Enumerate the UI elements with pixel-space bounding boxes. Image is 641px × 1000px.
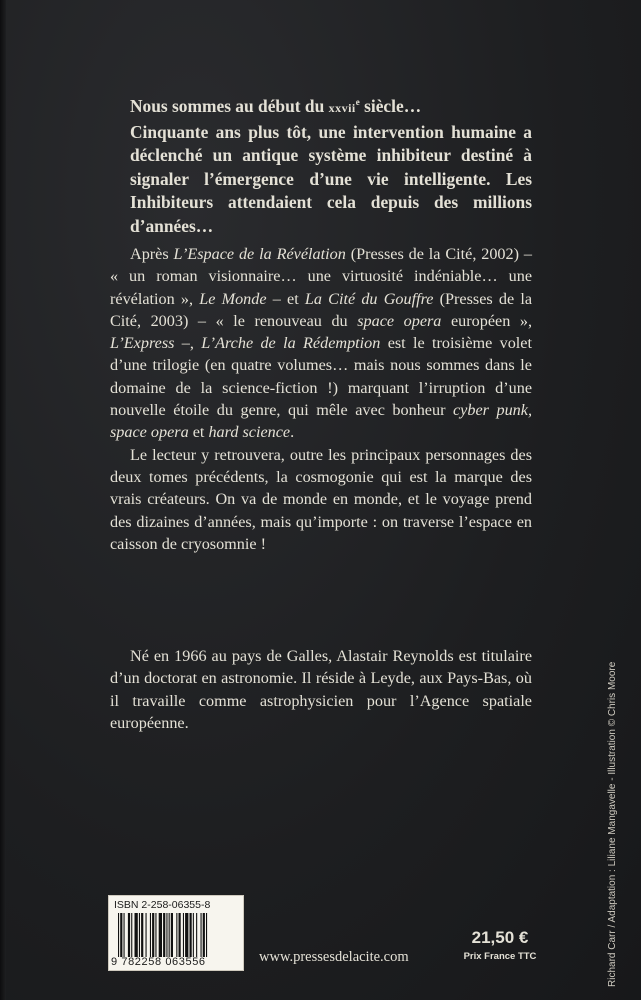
barcode-bar	[201, 913, 202, 957]
barcode-bar	[150, 913, 151, 957]
barcode-bar	[146, 913, 147, 957]
barcode-bar	[169, 913, 170, 957]
barcode-bar	[206, 913, 207, 957]
summary	[110, 243, 532, 555]
century-superscript: e	[355, 97, 360, 108]
barcode-bar	[131, 913, 132, 957]
barcode-bar	[135, 913, 138, 957]
barcode-bar	[124, 913, 125, 957]
blurb-text: Cinquante ans plus tôt, une intervention humaine a déclenché un antique système inhibiteur destiné à signaler l’émergence d’une vie intelligente. Les Inhibiteurs attendaient cela depuis des millions d’années…	[130, 121, 532, 236]
barcode-bar	[166, 913, 167, 957]
illustration-credit: Richard Carr / Adaptation : Liliane Mangavelle - Illustration © Chris Moore	[607, 661, 618, 987]
price: 21,50 €	[471, 928, 529, 947]
ean-digits: 9 782258 063556	[111, 956, 206, 968]
barcode-bar	[155, 913, 156, 957]
publisher-website: www.pressesdelacite.com	[259, 949, 409, 965]
barcode-bar	[120, 913, 122, 957]
barcode-bar	[171, 913, 173, 957]
author-bio	[110, 645, 532, 734]
barcode-bar	[190, 913, 192, 957]
barcode-bar	[203, 913, 205, 957]
barcode-bars	[118, 913, 238, 957]
barcode-bar	[139, 913, 140, 957]
isbn-number: ISBN 2-258-06355-8	[114, 899, 211, 911]
barcode	[108, 895, 244, 971]
barcode-bar	[152, 913, 154, 957]
barcode-bar	[128, 913, 130, 957]
summary-paragraph-2: Le lecteur y retrouvera, outre les principaux personnages des deux tomes précédents, la cosmogonie qui est la marque des vrais créateurs. On va de monde en monde, et le voyage prend des dizaines d’années, mais qu’importe : on traverse l’espace en caisson de cryosomnie !	[110, 445, 532, 553]
barcode-bar	[163, 913, 165, 957]
century-numeral: xxvii	[328, 101, 356, 115]
author-bio-text: Né en 1966 au pays de Galles, Alastair Reynolds est titulaire d’un doctorat en astronomie. Il réside à Leyde, aux Pays-Bas, où il travaille comme astrophysicien pour l’Agence spatiale européenne.	[110, 647, 532, 732]
cover-edge	[0, 0, 6, 1000]
barcode-bar	[196, 913, 197, 957]
barcode-bar	[183, 913, 184, 957]
barcode-bar	[141, 913, 143, 957]
price-label: Prix France TTC	[463, 951, 537, 962]
barcode-bar	[179, 913, 181, 957]
barcode-bar	[176, 913, 177, 957]
blurb-intro: Nous sommes au début du xxvii$^e$ siècle…	[130, 96, 422, 116]
barcode-bar	[118, 913, 119, 957]
barcode-bar	[159, 913, 162, 957]
summary-paragraph-1: Après L’Espace de la Révélation (Presses de la Cité, 2002) – « un roman visionnaire… une virtuosité indéniable… une révélation », Le Monde – et La Cité du Gouffre (Presses de la Cité, 2003) – « le renouveau du space opera européen », L’Express –, L’Arche de la Rédemption est le troisième volet d’une trilogie (en quatre volumes… mais nous sommes dans le domaine de la science-fiction !) marquant l’irruption d’une nouvelle étoile du genre, qui mêle avec bonheur cyber punk, space opera et hard science.	[110, 245, 533, 442]
blurb	[130, 95, 532, 238]
barcode-bar	[185, 913, 188, 957]
barcode-bar	[193, 913, 194, 957]
